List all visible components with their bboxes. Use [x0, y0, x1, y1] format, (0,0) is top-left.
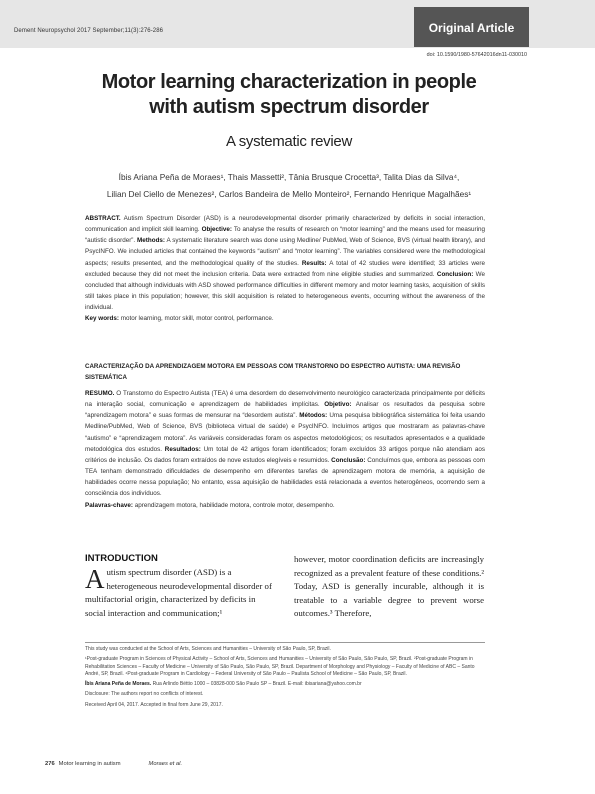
- keywords: motor learning, motor skill, motor control, performance.: [118, 315, 274, 323]
- body-column-left: [85, 553, 275, 620]
- doi-link[interactable]: doi: 10.1590/1980-57642016dn11-030010: [426, 52, 527, 58]
- resumo-label: RESUMO.: [85, 390, 115, 397]
- body-column-right: however, motor coordination deficits are increasingly recognized as a prevalent feature of these conditions.² Today, ASD is generally incurable, although it is treatable to a variable degree to prevent worse outcomes.³ Therefore,: [294, 554, 484, 619]
- keywords-label: Key words:: [85, 315, 119, 323]
- introduction-heading: INTRODUCTION: [85, 553, 158, 564]
- article-type-label: Original Article: [428, 21, 515, 35]
- authors-line-2: Lilian Del Ciello de Menezes², Carlos Bandeira de Mello Monteiro², Fernando Henrique Magalhães¹: [106, 189, 472, 199]
- abstract-objective: To analyse the results of research on “motor learning” and the means used for measuring “autistic disorder”.: [85, 226, 485, 245]
- abstract-intro: Autism Spectrum Disorder (ASD) is a neurodevelopmental disorder primarily characterized by deficits in social interaction, communication and implicit skill learning.: [85, 215, 485, 234]
- article-type-badge: [414, 7, 529, 47]
- resumo-conclusion: Concluímos que, embora as pessoas com TEA tenham demonstrado dificuldades de desempenho em diferentes tarefas de aprendizagem motora de memória, a aquisição de habilidades ocorre nessa população; No entanto, essa aquisição de habilidades está relacionada a eventos heterogêneos, ocorrendo sem a consciência dos indivíduos.: [85, 456, 485, 498]
- abstract-results: A total of 42 studies were identified; 33 articles were excluded because they did not meet the inclusion criteria. Data were extracted from nine eligible studies and summarized.: [85, 259, 485, 278]
- article-title: [60, 70, 518, 120]
- resumo-methods-label: Métodos:: [299, 412, 328, 420]
- palavras-chave: aprendizagem motora, habilidade motora, controle motor, desempenho.: [132, 501, 335, 509]
- footnote-correspondence: [85, 681, 485, 688]
- correspondence-name: Íbis Ariana Peña de Moraes.: [85, 681, 152, 688]
- footnote-affiliations: ¹Post-graduate Program in Sciences of Physical Activity – School of Arts, Sciences and Humanities – University of São Paulo, São Paulo, SP, Brazil. ²Post-graduate Program in Rehabilitation Sciences – Faculty of Medicine – University of São Paulo, São Paulo, SP, Brazil. Department of Morphology and Physiology – Faculty of Medicine of ABC – Santo André, SP, Brazil. ⁴Post-graduate Program in Cardiology – Federal University of São Paulo – Paulista School of Medicine – São Paulo, SP, Brazil.: [85, 656, 475, 677]
- footnotes: [85, 646, 485, 712]
- footnote-divider: [85, 642, 485, 643]
- abstract-objective-label: Objective:: [201, 226, 233, 234]
- resumo-objective-label: Objetivo:: [324, 401, 352, 409]
- journal-reference: Dement Neuropsychol 2017 September;11(3):276-286: [14, 28, 164, 34]
- resumo-conclusion-label: Conclusão:: [331, 456, 366, 464]
- abstract-conclusion: We concluded that although individuals with ASD showed performance difficulties in different memory and motor learning tasks, acquisition of skills still takes place in this population; however, this skill acquisition is related to heterogeneous events, occurring without the awareness of the individual.: [85, 270, 485, 312]
- resumo-objective: Analisar os resultados da pesquisa sobre “aprendizagem motora” e suas formas de mensurar na “desordem autista”.: [85, 401, 485, 420]
- running-title: Motor learning in autism: [58, 761, 121, 767]
- footnote-received: Received April 04, 2017. Accepted in final form June 29, 2017.: [85, 701, 223, 708]
- running-authors: Moraes et al.: [148, 761, 183, 767]
- correspondence-address: Rua Arlindo Béttio 1000 – 03828-000 São Paulo SP – Brazil. E-mail: ibisariana@yahoo.com.br: [151, 681, 362, 688]
- abstract-pt: [85, 388, 485, 511]
- authors-line-1: Íbis Ariana Peña de Moraes¹, Thais Massetti², Tânia Brusque Crocetta³, Talita Dias da Silva⁴,: [118, 172, 460, 182]
- resumo-intro: O Transtorno do Espectro Autista (TEA) é uma desordem do desenvolvimento neurológico caracterizada principalmente por déficits na interação social, comunicação e aprendizagem de habilidades implícitas.: [85, 390, 485, 409]
- resumo-results: Um total de 42 artigos foram identificados; foram excluídos 33 artigos porque não atendiam aos critérios de inclusão. Os dados foram extraídos de nove estudos elegíveis e resumidos.: [85, 445, 485, 464]
- drop-cap: A: [85, 564, 105, 594]
- resumo-methods: Uma pesquisa bibliográfica sistemática foi feita usando Medline/PubMed, Web of Science, BVS (biblioteca virtual de saúde) e PsycINFO. Incluímos artigos que mostraram as palavras-chave “autismo” e “aprendizagem motora”. As variáveis consideradas foram os aspectos metodológicos; os resultados apresentados e a qualidade metodológica dos estudos.: [85, 412, 485, 453]
- introduction-paragraph-start: utism spectrum disorder (ASD) is a heterogeneous neurodevelopmental disorder of multifactorial origin, characterized by deficits in social interaction and communication;¹: [85, 567, 272, 618]
- abstract-en: [85, 213, 485, 325]
- footnote-conducted: This study was conducted at the School of Arts, Sciences and Humanities – University of São Paulo, SP, Brazil.: [85, 646, 331, 652]
- title-line-1: Motor learning characterization in people: [101, 71, 477, 93]
- abstract-methods: A systematic literature search was done using Medline/ PubMed, Web of Science, BVS (virtual health library), and PsycINFO. We included articles that contained the keywords “autism” and “motor learning”. The variables considered were the methodological aspects; results presented, and the methodological quality of the studies.: [85, 237, 485, 267]
- abstract-conclusion-label: Conclusion:: [436, 270, 474, 278]
- introduction-text-left: [85, 566, 275, 620]
- page-number: 276: [45, 761, 55, 767]
- abstract-results-label: Results:: [301, 259, 327, 267]
- author-list: [60, 169, 518, 203]
- resumo-title: CARACTERIZAÇÃO DA APRENDIZAGEM MOTORA EM PESSOAS COM TRANSTORNO DO ESPECTRO AUTISTA: UMA REVISÃO SISTEMÁTICA: [85, 363, 461, 381]
- palavras-chave-label: Palavras-chave:: [85, 501, 133, 509]
- article-subtitle: A systematic review: [225, 133, 352, 150]
- resumo-results-label: Resultados:: [164, 445, 201, 453]
- abstract-methods-label: Methods:: [137, 237, 166, 245]
- title-line-2: with autism spectrum disorder: [149, 96, 429, 118]
- abstract-label: ABSTRACT.: [85, 215, 121, 222]
- footnote-disclosure: Disclosure: The authors report no conflicts of interest.: [85, 691, 204, 698]
- page-footer: [45, 761, 182, 767]
